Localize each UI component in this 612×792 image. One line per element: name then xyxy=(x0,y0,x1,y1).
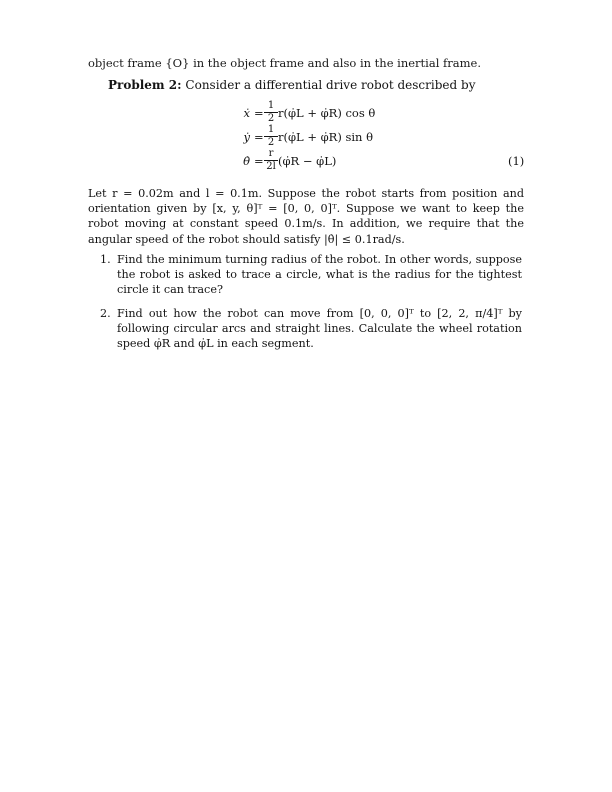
problem-label: Problem 2: xyxy=(108,78,182,92)
cutoff-text-line: object frame {O} in the object frame and also in the inertial frame. xyxy=(88,56,482,70)
fraction: $\frac{1}{2}$ xyxy=(264,100,278,124)
fraction: $\frac{r}{2l}$ xyxy=(264,148,278,172)
problem-heading xyxy=(108,78,475,92)
problem-intro: Consider a differential drive robot described by xyxy=(185,78,476,92)
equation-number: (1) xyxy=(508,154,525,168)
fraction: $\frac{1}{2}$ xyxy=(264,124,278,148)
problem-paragraph: Let r = 0.02m and l = 0.1m. Suppose the robot starts from position and orientation given by [x, y, θ]ᵀ = [0, 0, 0]ᵀ. Suppose we want to keep the robot moving at constant speed 0.1m/s. In addition, we require that the angular speed of the robot should satisfy |θ̇| ≤ 0.1rad/s. xyxy=(88,187,524,246)
document-page: object frame {O} in the object frame and also in the inertial frame. Problem 2: Consider a differential drive robot described by ẋ = $\frac{1}{2}$ r(φ̇L + φ̇R) cos θ ẏ = $\frac{1}{2}$ r(φ̇L + φ̇R) sin θ θ̇ = $\frac{r}{2l}$ (φ̇R − φ̇L) (1) Let r = 0.02m and l = 0.1m. Suppose the robot starts from position and orientation given by [x, y, θ]ᵀ = [0, 0, 0]ᵀ. Suppose we want to keep the robot moving at constant speed 0.1m/s. In addition, we require that the angular speed of the robot should satisfy |θ̇| ≤ 0.1rad/s. 1. Find the minimum turning radius of the robot. In other words, suppose the robot is asked to trace a circle, what is the radius for the tightest circle it can trace? 2. Find out how the robot can move from [0, 0, 0]ᵀ to [2, 2, π/4]ᵀ by following circular arcs and straight lines. Calculate the wheel rotation speed φ̇R and φ̇L in each segment. xyxy=(88,56,525,351)
